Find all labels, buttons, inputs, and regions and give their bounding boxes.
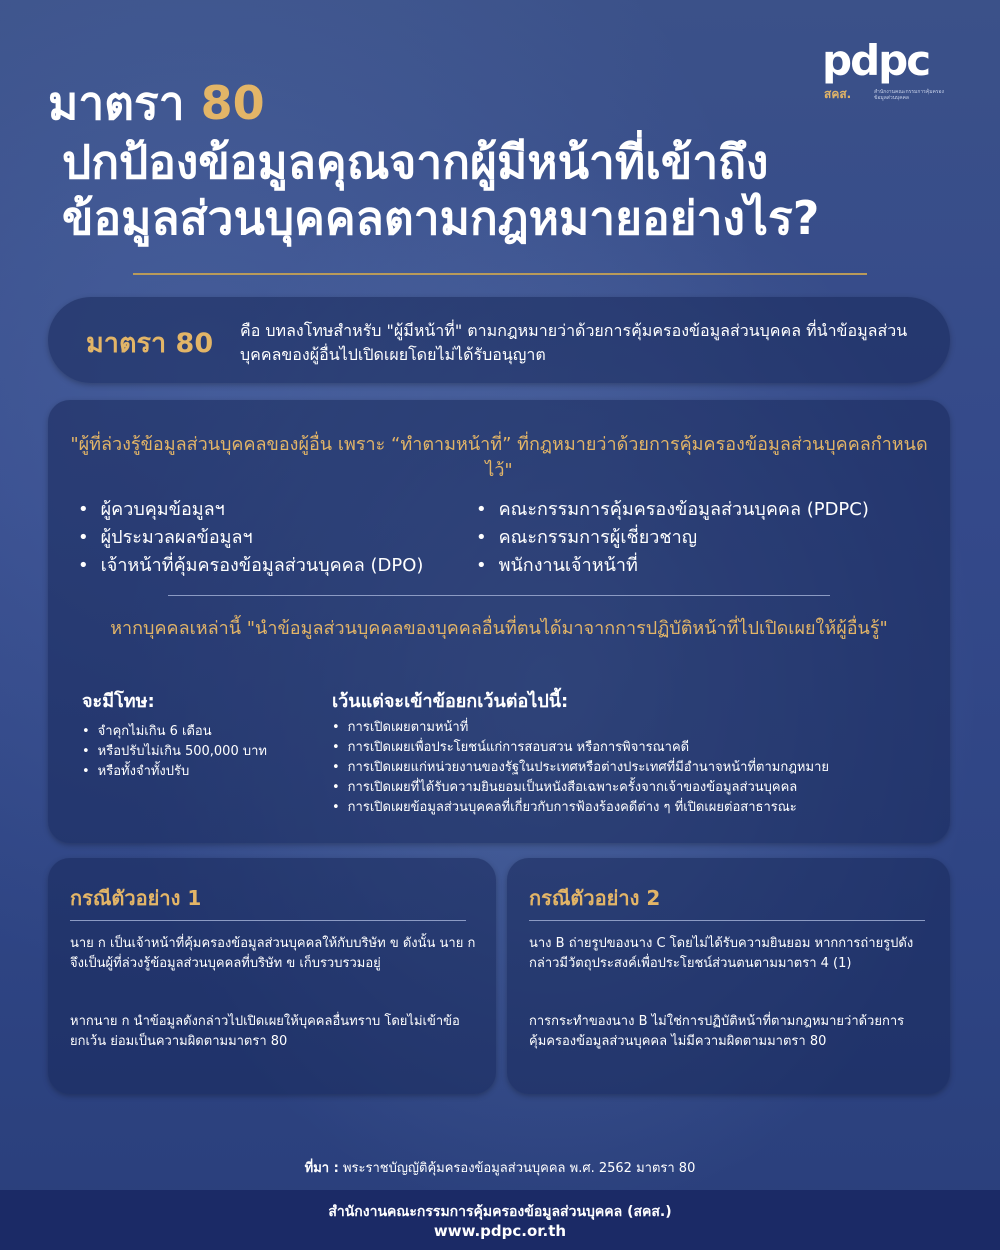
footer-org: สำนักงานคณะกรรมการคุ้มครองข้อมูลส่วนบุคคล (สคส.)	[328, 1204, 672, 1220]
case-1-divider	[70, 920, 466, 921]
role-item: • คณะกรรมการผู้เชี่ยวชาญ	[476, 524, 869, 552]
title-line-1	[48, 78, 948, 128]
footer-bar	[0, 1190, 1000, 1250]
penalty-item: • จำคุกไม่เกิน 6 เดือน	[82, 722, 267, 742]
case-1-paragraph-1: นาย ก เป็นเจ้าหน้าที่คุ้มครองข้อมูลส่วนบุคคลให้กับบริษัท ข ดังนั้น นาย ก จึงเป็นผู้ที่ล่วงรู้ข้อมูลส่วนบุคคลที่บริษัท ข เก็บรวบรวมอยู่	[70, 936, 476, 971]
logo-word: pdpc	[822, 36, 930, 85]
exception-heading: เว้นแต่จะเข้าข้อยกเว้นต่อไปนี้:	[332, 691, 569, 712]
source-citation	[0, 1157, 1000, 1178]
definition-text: คือ บทลงโทษสำหรับ "ผู้มีหน้าที่" ตามกฎหมายว่าด้วยการคุ้มครองข้อมูลส่วนบุคคล ที่นำข้อมูลส่วนบุคคลของผู้อื่นไปเปิดเผยโดยไม่ได้รับอนุญาต	[240, 321, 908, 364]
exception-list	[332, 718, 829, 818]
roles-list-right	[476, 496, 869, 580]
case-2-paragraph-1: นาง B ถ่ายรูปของนาง C โดยไม่ได้รับความยินยอม หากการถ่ายรูปดังกล่าวมีวัตถุประสงค์เพื่อประโยชน์ส่วนตนตามมาตรา 4 (1)	[529, 936, 914, 971]
title-divider	[133, 273, 867, 275]
case-2-divider	[529, 920, 925, 921]
main-panel	[48, 400, 950, 843]
exception-item: • การเปิดเผยข้อมูลส่วนบุคคลที่เกี่ยวกับการฟ้องร้องคดีต่าง ๆ ที่เปิดเผยต่อสาธารณะ	[332, 798, 829, 818]
case-1-title: กรณีตัวอย่าง 1	[70, 886, 202, 910]
exception-item: • การเปิดเผยเพื่อประโยชน์แก่การสอบสวน หรือการพิจารณาคดี	[332, 738, 829, 758]
role-item: • พนักงานเจ้าหน้าที่	[476, 552, 869, 580]
exception-item: • การเปิดเผยที่ได้รับความยินยอมเป็นหนังสือเฉพาะครั้งจากเจ้าของข้อมูลส่วนบุคคล	[332, 778, 829, 798]
disclosure-quote: หากบุคคลเหล่านี้ "นำข้อมูลส่วนบุคคลของบุคคลอื่นที่ตนได้มาจากการปฏิบัติหน้าที่ไปเปิดเผยให้ผู้อื่นรู้"	[110, 618, 888, 639]
title-line-2: ปกป้องข้อมูลคุณจากผู้มีหน้าที่เข้าถึง	[62, 135, 769, 189]
case-1-paragraph-2: หากนาย ก นำข้อมูลดังกล่าวไปเปิดเผยให้บุคคลอื่นทราบ โดยไม่เข้าข้อยกเว้น ย่อมเป็นความผิดตามมาตรา 80	[70, 1014, 460, 1049]
title-line-3: ข้อมูลส่วนบุคคลตามกฎหมายอย่างไร?	[62, 191, 820, 245]
source-label: ที่มา :	[304, 1161, 339, 1176]
definition-label: มาตรา 80	[86, 328, 214, 359]
logo-abbr: สคส.	[824, 87, 852, 101]
roles-list-left	[78, 496, 423, 580]
role-item: • ผู้ควบคุมข้อมูลฯ	[78, 496, 423, 524]
case-2-title: กรณีตัวอย่าง 2	[529, 886, 661, 910]
penalty-heading: จะมีโทษ:	[82, 691, 155, 712]
role-item: • ผู้ประมวลผลข้อมูลฯ	[78, 524, 423, 552]
case-example-2	[507, 858, 950, 1094]
title-prefix: มาตรา	[48, 76, 185, 130]
case-example-1	[48, 858, 496, 1094]
roles-quote: "ผู้ที่ล่วงรู้ข้อมูลส่วนบุคคลของผู้อื่น เพราะ “ทำตามหน้าที่” ที่กฎหมายว่าด้วยการคุ้มครองข้อมูลส่วนบุคคลกำหนดไว้"	[70, 434, 928, 481]
penalty-item: • หรือทั้งจำทั้งปรับ	[82, 762, 267, 782]
footer-url[interactable]: www.pdpc.or.th	[433, 1222, 567, 1240]
exception-item: • การเปิดเผยตามหน้าที่	[332, 718, 829, 738]
title-number: 80	[200, 76, 265, 130]
penalty-item: • หรือปรับไม่เกิน 500,000 บาท	[82, 742, 267, 762]
logo-tagline: สำนักงานคณะกรรมการคุ้มครองข้อมูลส่วนบุคคล	[874, 89, 944, 101]
page-title	[48, 78, 948, 246]
definition-box	[48, 297, 950, 383]
exception-item: • การเปิดเผยแก่หน่วยงานของรัฐในประเทศหรือต่างประเทศที่มีอำนาจหน้าที่ตามกฎหมาย	[332, 758, 829, 778]
penalty-list	[82, 722, 267, 782]
case-2-paragraph-2: การกระทำของนาง B ไม่ใช่การปฏิบัติหน้าที่ตามกฎหมายว่าด้วยการคุ้มครองข้อมูลส่วนบุคคล ไม่มีความผิดตามมาตรา 80	[529, 1014, 905, 1049]
role-item: • เจ้าหน้าที่คุ้มครองข้อมูลส่วนบุคคล (DPO)	[78, 552, 423, 580]
section-divider	[168, 595, 830, 596]
role-item: • คณะกรรมการคุ้มครองข้อมูลส่วนบุคคล (PDPC)	[476, 496, 869, 524]
source-text: พระราชบัญญัติคุ้มครองข้อมูลส่วนบุคคล พ.ศ. 2562 มาตรา 80	[342, 1161, 696, 1176]
